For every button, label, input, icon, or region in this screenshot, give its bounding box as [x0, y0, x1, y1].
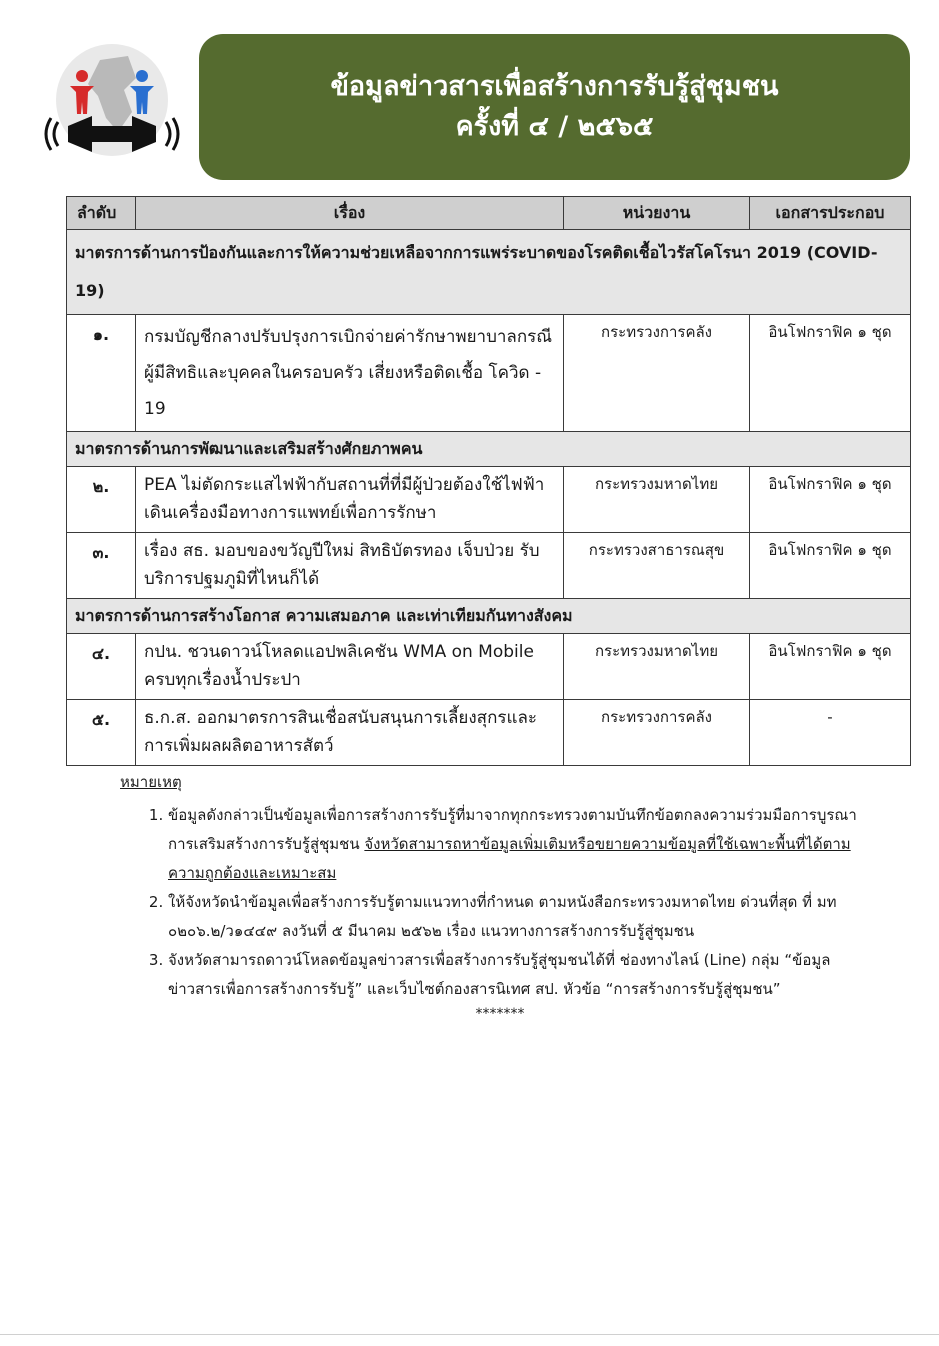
table-row — [67, 315, 911, 432]
row-topic: กปน. ชวนดาวน์โหลดแอปพลิเคชัน WMA on Mobile ครบทุกเรื่องน้ำประปา — [136, 634, 564, 700]
row-document: อินโฟกราฟิค ๑ ชุด — [750, 467, 911, 533]
banner-title: ข้อมูลข่าวสารเพื่อสร้างการรับรู้สู่ชุมชน — [330, 71, 779, 102]
notes-heading: หมายเหตุ — [120, 773, 182, 791]
banner-subtitle: ครั้งที่ ๔ / ๒๕๖๕ — [455, 111, 654, 142]
end-mark: ******* — [475, 1006, 525, 1022]
note-text: จังหวัดสามารถดาวน์โหลดข้อมูลข่าวสารเพื่อสร้างการรับรู้สู่ชุมชนได้ที่ ช่องทางไลน์ (Line) กลุ่ม “ข้อมูลข่าวสารเพื่อการสร้างการรับรู้” และเว็บไซต์กองสารนิเทศ สป. หัวข้อ “การสร้างการรับรู้สู่ชุมชน” — [168, 951, 831, 998]
table-row — [67, 700, 911, 766]
section-title: มาตรการด้านการสร้างโอกาส ความเสมอภาค และเท่าเทียมกันทางสังคม — [67, 599, 911, 634]
row-topic: กรมบัญชีกลางปรับปรุงการเบิกจ่ายค่ารักษาพยาบาลกรณีผู้มีสิทธิและบุคคลในครอบครัว เสี่ยงหรือติดเชื้อ โควิด - 19 — [136, 315, 564, 432]
row-number: ๓. — [67, 533, 136, 599]
row-agency: กระทรวงการคลัง — [564, 700, 750, 766]
header-topic: เรื่อง — [136, 197, 564, 230]
row-topic: PEA ไม่ตัดกระแสไฟฟ้ากับสถานที่ที่มีผู้ป่วยต้องใช้ไฟฟ้าเดินเครื่องมือทางการแพทย์เพื่อการรักษา — [136, 467, 564, 533]
notes-list — [120, 801, 880, 1004]
row-number: ๕. — [67, 700, 136, 766]
notes-section — [120, 768, 880, 1024]
title-banner — [199, 34, 910, 180]
header-agency: หน่วยงาน — [564, 197, 750, 230]
section-row — [67, 432, 911, 467]
row-document: อินโฟกราฟิค ๑ ชุด — [750, 634, 911, 700]
row-number: ๔. — [67, 634, 136, 700]
row-agency: กระทรวงมหาดไทย — [564, 467, 750, 533]
row-agency: กระทรวงมหาดไทย — [564, 634, 750, 700]
row-topic: เรื่อง สธ. มอบของขวัญปีใหม่ สิทธิบัตรทอง เจ็บป่วย รับบริการปฐมภูมิที่ไหนก็ได้ — [136, 533, 564, 599]
row-number: ๒. — [67, 467, 136, 533]
table-header-row — [67, 197, 911, 230]
section-row — [67, 230, 911, 315]
row-number: ๑. — [67, 315, 136, 432]
table-row — [67, 533, 911, 599]
note-underlined-text: จังหวัดสามารถหาข้อมูลเพิ่มเติมหรือขยายความข้อมูลที่ใช้เฉพาะพื้นที่ได้ตามความถูกต้องและเหมาะสม — [168, 835, 851, 882]
row-document: อินโฟกราฟิค ๑ ชุด — [750, 533, 911, 599]
note-text: ให้จังหวัดนำข้อมูลเพื่อสร้างการรับรู้ตามแนวทางที่กำหนด ตามหนังสือกระทรวงมหาดไทย ด่วนที่สุด ที่ มท ๐๒๐๖.๒/ว๑๔๔๙ ลงวันที่ ๕ มีนาคม ๒๕๖๒ เรื่อง แนวทางการสร้างการรับรู้สู่ชุมชน — [168, 893, 837, 940]
row-document: - — [750, 700, 911, 766]
section-title: มาตรการด้านการป้องกันและการให้ความช่วยเหลือจากการแพร่ระบาดของโรคติดเชื้อไวรัสโคโรนา 2019 (COVID-19) — [67, 230, 911, 315]
note-item — [168, 946, 880, 1004]
page-bottom-divider — [0, 1334, 939, 1335]
row-document: อินโฟกราฟิค ๑ ชุด — [750, 315, 911, 432]
community-megaphone-logo — [40, 40, 185, 165]
news-table — [66, 196, 911, 766]
row-agency: กระทรวงการคลัง — [564, 315, 750, 432]
note-text: ข้อมูลดังกล่าวเป็นข้อมูลเพื่อการสร้างการรับรู้ที่มาจากทุกกระทรวงตามบันทึกข้อตกลงความร่วมมือการบูรณาการเสริมสร้างการรับรู้สู่ชุมชน — [168, 806, 857, 853]
note-item — [168, 888, 880, 946]
section-row — [67, 599, 911, 634]
section-title: มาตรการด้านการพัฒนาและเสริมสร้างศักยภาพคน — [67, 432, 911, 467]
table-row — [67, 467, 911, 533]
header-number: ลำดับ — [67, 197, 136, 230]
table-row — [67, 634, 911, 700]
header-document: เอกสารประกอบ — [750, 197, 911, 230]
row-topic: ธ.ก.ส. ออกมาตรการสินเชื่อสนับสนุนการเลี้ยงสุกรและการเพิ่มผลผลิตอาหารสัตว์ — [136, 700, 564, 766]
note-item — [168, 801, 880, 888]
row-agency: กระทรวงสาธารณสุข — [564, 533, 750, 599]
